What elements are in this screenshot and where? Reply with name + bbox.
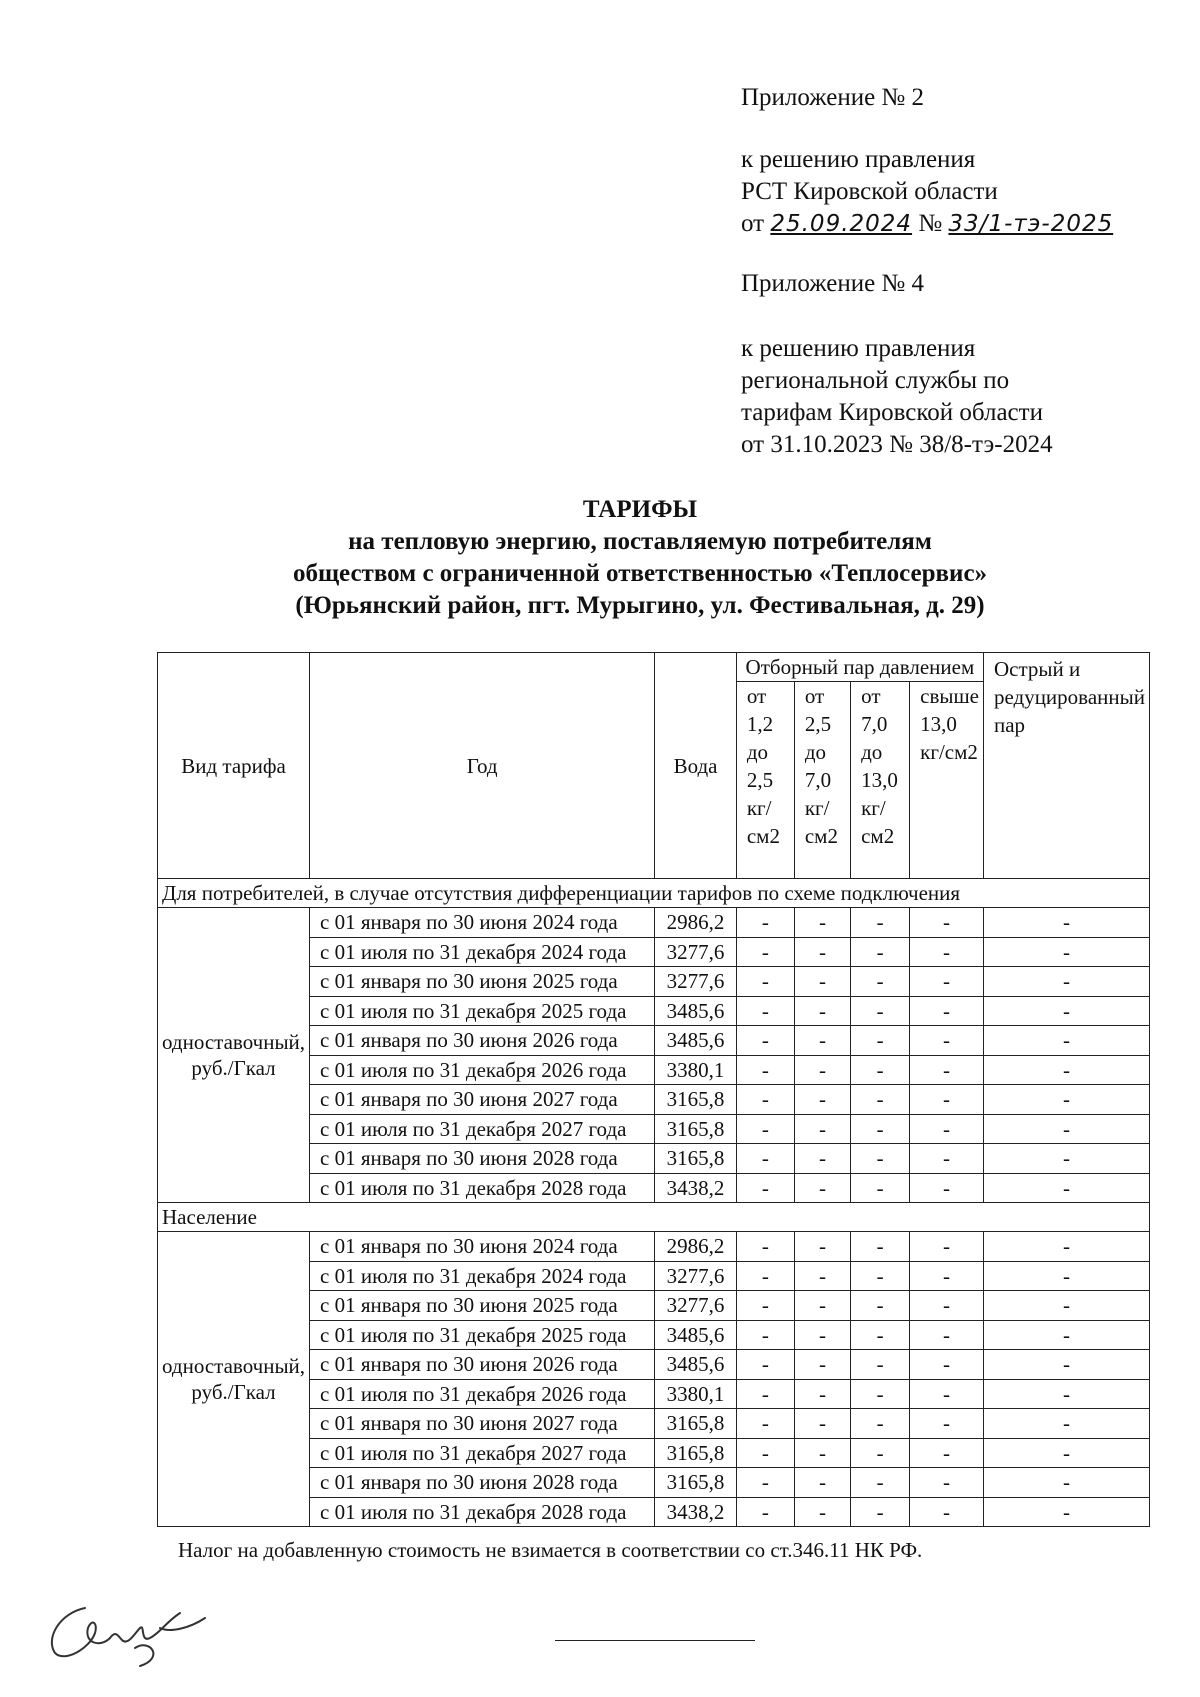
- signature-image: [40, 1588, 210, 1668]
- water-value-cell: 3277,6: [655, 1291, 737, 1321]
- steam-3-cell: -: [851, 1438, 910, 1468]
- sharp-steam-cell: -: [983, 996, 1149, 1026]
- water-value-cell: 3485,6: [655, 996, 737, 1026]
- water-value-cell: 3485,6: [655, 1320, 737, 1350]
- steam-4-cell: -: [910, 1173, 984, 1203]
- steam-3-cell: -: [851, 1173, 910, 1203]
- steam-2-cell: -: [794, 1320, 850, 1350]
- tariff-kind-cell: одноставочный, руб./Гкал: [158, 1232, 310, 1527]
- steam-3-cell: -: [851, 1055, 910, 1085]
- steam-1-cell: -: [736, 1291, 794, 1321]
- heading-line2: обществом с ограниченной ответственностью «Теплосервис»: [292, 560, 988, 587]
- water-value-cell: 3438,2: [655, 1173, 737, 1203]
- header-water: Вода: [655, 653, 737, 879]
- sharp-steam-cell: -: [983, 1438, 1149, 1468]
- steam-4-cell: -: [910, 1291, 984, 1321]
- steam-3-cell: -: [851, 1085, 910, 1115]
- steam-1-cell: -: [736, 1144, 794, 1174]
- steam-4-cell: -: [910, 1026, 984, 1056]
- sharp-steam-cell: -: [983, 1232, 1149, 1262]
- steam-1-cell: -: [736, 1497, 794, 1527]
- steam-2-cell: -: [794, 937, 850, 967]
- header-steam-3: от 7,0 до 13,0 кг/см2: [851, 682, 910, 879]
- water-value-cell: 3485,6: [655, 1026, 737, 1056]
- section-row: [158, 879, 1150, 908]
- appendix-2-title: Приложение № 2: [741, 84, 925, 111]
- sharp-steam-cell: -: [983, 1055, 1149, 1085]
- header-steam-4: свыше 13,0 кг/см2: [910, 682, 984, 879]
- header-year: Год: [310, 653, 655, 879]
- steam-3-cell: -: [851, 1468, 910, 1498]
- steam-3-cell: -: [851, 1320, 910, 1350]
- steam-4-cell: -: [910, 1350, 984, 1380]
- steam-4-cell: -: [910, 996, 984, 1026]
- steam-4-cell: -: [910, 1232, 984, 1262]
- period-cell: с 01 января по 30 июня 2025 года: [310, 967, 655, 997]
- sharp-steam-cell: -: [983, 1085, 1149, 1115]
- steam-2-cell: -: [794, 908, 850, 938]
- appendix-4-line3: тарифам Кировской области: [741, 399, 1043, 426]
- sharp-steam-cell: -: [983, 908, 1149, 938]
- header-kind: Вид тарифа: [158, 653, 310, 879]
- steam-4-cell: -: [910, 937, 984, 967]
- steam-4-cell: -: [910, 1085, 984, 1115]
- steam-2-cell: -: [794, 1055, 850, 1085]
- sharp-steam-cell: -: [983, 1468, 1149, 1498]
- sharp-steam-cell: -: [983, 1261, 1149, 1291]
- steam-1-cell: -: [736, 937, 794, 967]
- appendix-4-title: Приложение № 4: [741, 270, 925, 297]
- steam-3-cell: -: [851, 967, 910, 997]
- steam-1-cell: -: [736, 1114, 794, 1144]
- steam-2-cell: -: [794, 1114, 850, 1144]
- sharp-steam-cell: -: [983, 1144, 1149, 1174]
- period-cell: с 01 января по 30 июня 2026 года: [310, 1026, 655, 1056]
- steam-4-cell: -: [910, 908, 984, 938]
- steam-3-cell: -: [851, 1026, 910, 1056]
- sharp-steam-cell: -: [983, 1409, 1149, 1439]
- steam-3-cell: -: [851, 1497, 910, 1527]
- period-cell: с 01 июля по 31 декабря 2024 года: [310, 937, 655, 967]
- water-value-cell: 3277,6: [655, 1261, 737, 1291]
- appendix-2-date-line: [741, 208, 1113, 240]
- water-value-cell: 3485,6: [655, 1350, 737, 1380]
- period-cell: с 01 января по 30 июня 2028 года: [310, 1468, 655, 1498]
- steam-1-cell: -: [736, 908, 794, 938]
- steam-3-cell: -: [851, 937, 910, 967]
- sharp-steam-cell: -: [983, 1114, 1149, 1144]
- heading-line3: (Юрьянский район, пгт. Мурыгино, ул. Фестивальная, д. 29): [295, 592, 985, 619]
- water-value-cell: 3438,2: [655, 1497, 737, 1527]
- water-value-cell: 2986,2: [655, 908, 737, 938]
- steam-3-cell: -: [851, 996, 910, 1026]
- steam-2-cell: -: [794, 1291, 850, 1321]
- steam-1-cell: -: [736, 1438, 794, 1468]
- table-row: [158, 908, 1150, 938]
- heading-line1: на тепловую энергию, поставляемую потребителям: [348, 528, 932, 555]
- sharp-steam-cell: -: [983, 1026, 1149, 1056]
- steam-2-cell: -: [794, 1409, 850, 1439]
- steam-1-cell: -: [736, 1055, 794, 1085]
- steam-1-cell: -: [736, 1350, 794, 1380]
- period-cell: с 01 июля по 31 декабря 2026 года: [310, 1055, 655, 1085]
- document-title: ТАРИФЫ: [582, 496, 698, 523]
- appendix-4-line2: региональной службы по: [741, 367, 1010, 394]
- section-row: [158, 1203, 1150, 1232]
- steam-4-cell: -: [910, 1320, 984, 1350]
- handwritten-number: 33/1-тэ-2025: [948, 211, 1114, 237]
- tariff-table: [157, 652, 1150, 1527]
- table-row: [158, 1232, 1150, 1262]
- steam-1-cell: -: [736, 996, 794, 1026]
- signature-line: [555, 1640, 755, 1641]
- steam-3-cell: -: [851, 1379, 910, 1409]
- steam-1-cell: -: [736, 1409, 794, 1439]
- steam-4-cell: -: [910, 967, 984, 997]
- sharp-steam-cell: -: [983, 1350, 1149, 1380]
- steam-4-cell: -: [910, 1114, 984, 1144]
- steam-2-cell: -: [794, 1085, 850, 1115]
- tariff-table-body: [158, 879, 1150, 1527]
- steam-2-cell: -: [794, 1438, 850, 1468]
- steam-4-cell: -: [910, 1468, 984, 1498]
- steam-2-cell: -: [794, 1261, 850, 1291]
- sharp-steam-cell: -: [983, 1379, 1149, 1409]
- period-cell: с 01 января по 30 июня 2028 года: [310, 1144, 655, 1174]
- steam-2-cell: -: [794, 1497, 850, 1527]
- steam-3-cell: -: [851, 1144, 910, 1174]
- steam-1-cell: -: [736, 1085, 794, 1115]
- steam-2-cell: -: [794, 996, 850, 1026]
- sharp-steam-cell: -: [983, 1291, 1149, 1321]
- appendix-2-line1: к решению правления: [741, 146, 976, 173]
- steam-3-cell: -: [851, 1291, 910, 1321]
- steam-3-cell: -: [851, 1261, 910, 1291]
- period-cell: с 01 июля по 31 декабря 2028 года: [310, 1497, 655, 1527]
- steam-1-cell: -: [736, 1261, 794, 1291]
- steam-2-cell: -: [794, 1173, 850, 1203]
- period-cell: с 01 июля по 31 декабря 2028 года: [310, 1173, 655, 1203]
- period-cell: с 01 июля по 31 декабря 2027 года: [310, 1114, 655, 1144]
- steam-2-cell: -: [794, 1350, 850, 1380]
- header-steam-1: от 1,2 до 2,5 кг/см2: [736, 682, 794, 879]
- sharp-steam-cell: -: [983, 1173, 1149, 1203]
- appendix-2-from: от: [741, 210, 765, 237]
- vat-footnote: Налог на добавленную стоимость не взимается в соответствии со ст.346.11 НК РФ.: [178, 1538, 923, 1562]
- period-cell: с 01 января по 30 июня 2027 года: [310, 1409, 655, 1439]
- water-value-cell: 3165,8: [655, 1085, 737, 1115]
- water-value-cell: 3380,1: [655, 1379, 737, 1409]
- sharp-steam-cell: -: [983, 1497, 1149, 1527]
- water-value-cell: 3165,8: [655, 1114, 737, 1144]
- sharp-steam-cell: -: [983, 1320, 1149, 1350]
- steam-3-cell: -: [851, 1232, 910, 1262]
- steam-2-cell: -: [794, 1232, 850, 1262]
- appendix-4-line1: к решению правления: [741, 335, 976, 362]
- steam-3-cell: -: [851, 1409, 910, 1439]
- steam-1-cell: -: [736, 1379, 794, 1409]
- period-cell: с 01 июля по 31 декабря 2024 года: [310, 1261, 655, 1291]
- document-heading: [220, 494, 1060, 622]
- steam-4-cell: -: [910, 1144, 984, 1174]
- water-value-cell: 3165,8: [655, 1468, 737, 1498]
- steam-1-cell: -: [736, 1173, 794, 1203]
- header-steam-group: Отборный пар давлением: [736, 653, 983, 682]
- steam-4-cell: -: [910, 1497, 984, 1527]
- steam-2-cell: -: [794, 967, 850, 997]
- steam-3-cell: -: [851, 1350, 910, 1380]
- steam-4-cell: -: [910, 1055, 984, 1085]
- steam-3-cell: -: [851, 908, 910, 938]
- handwritten-date: 25.09.2024: [770, 211, 913, 237]
- steam-4-cell: -: [910, 1438, 984, 1468]
- water-value-cell: 3165,8: [655, 1409, 737, 1439]
- water-value-cell: 3165,8: [655, 1438, 737, 1468]
- period-cell: с 01 января по 30 июня 2026 года: [310, 1350, 655, 1380]
- water-value-cell: 2986,2: [655, 1232, 737, 1262]
- sharp-steam-cell: -: [983, 967, 1149, 997]
- period-cell: с 01 января по 30 июня 2025 года: [310, 1291, 655, 1321]
- period-cell: с 01 января по 30 июня 2024 года: [310, 908, 655, 938]
- water-value-cell: 3165,8: [655, 1144, 737, 1174]
- appendix-2-line2: РСТ Кировской области: [741, 178, 998, 205]
- section-title: Для потребителей, в случае отсутствия дифференциации тарифов по схеме подключения: [158, 879, 1150, 908]
- steam-1-cell: -: [736, 1320, 794, 1350]
- steam-1-cell: -: [736, 1468, 794, 1498]
- steam-4-cell: -: [910, 1379, 984, 1409]
- water-value-cell: 3277,6: [655, 967, 737, 997]
- appendix-2-num-sign: №: [918, 210, 943, 237]
- steam-2-cell: -: [794, 1026, 850, 1056]
- water-value-cell: 3380,1: [655, 1055, 737, 1085]
- header-sharp-steam: Острый и редуцированный пар: [983, 653, 1149, 879]
- steam-1-cell: -: [736, 1026, 794, 1056]
- steam-2-cell: -: [794, 1468, 850, 1498]
- period-cell: с 01 июля по 31 декабря 2025 года: [310, 1320, 655, 1350]
- appendix-4-line4: от 31.10.2023 № 38/8-тэ-2024: [741, 431, 1053, 458]
- steam-1-cell: -: [736, 1232, 794, 1262]
- period-cell: с 01 июля по 31 декабря 2027 года: [310, 1438, 655, 1468]
- steam-2-cell: -: [794, 1379, 850, 1409]
- steam-4-cell: -: [910, 1409, 984, 1439]
- appendix-2-block: [741, 82, 1113, 240]
- steam-1-cell: -: [736, 967, 794, 997]
- period-cell: с 01 июля по 31 декабря 2026 года: [310, 1379, 655, 1409]
- section-title: Население: [158, 1203, 1150, 1232]
- sharp-steam-cell: -: [983, 937, 1149, 967]
- appendix-4-block: [741, 268, 1053, 461]
- header-steam-2: от 2,5 до 7,0 кг/см2: [794, 682, 850, 879]
- steam-4-cell: -: [910, 1261, 984, 1291]
- period-cell: с 01 января по 30 июня 2024 года: [310, 1232, 655, 1262]
- water-value-cell: 3277,6: [655, 937, 737, 967]
- period-cell: с 01 июля по 31 декабря 2025 года: [310, 996, 655, 1026]
- steam-3-cell: -: [851, 1114, 910, 1144]
- period-cell: с 01 января по 30 июня 2027 года: [310, 1085, 655, 1115]
- steam-2-cell: -: [794, 1144, 850, 1174]
- tariff-kind-cell: одноставочный, руб./Гкал: [158, 908, 310, 1203]
